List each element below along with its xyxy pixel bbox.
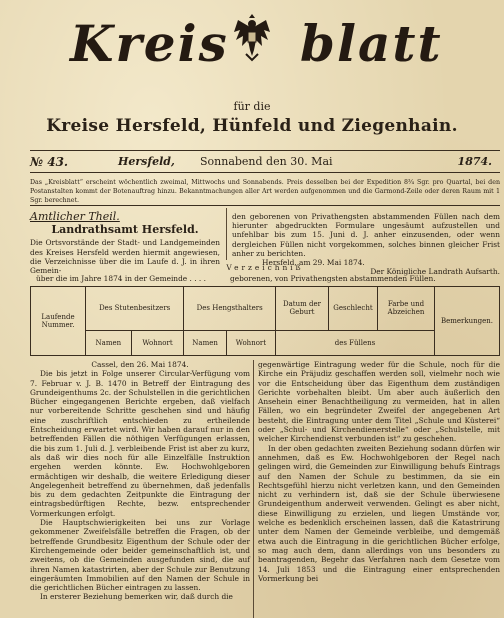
masthead-fuer-die: für die bbox=[233, 100, 271, 113]
rule-top bbox=[30, 150, 500, 151]
signature: Der Königliche Landrath Aufsarth. bbox=[370, 267, 500, 277]
section-heading: Amtlicher Theil. bbox=[30, 210, 120, 223]
subscription-notice: Das „Kreisblatt“ erscheint wöchentlich zweimal, Mittwochs und Sonnabends. Preis desselben bei der Expedition 8¾ Sgr. pro Quartal, bei den Postanstalten kommt der Botenauftrag hinzu. Bekanntmachungen aller Art werden aufgenommen und die Garmond-Zeile oder deren Raum mit 1 Sgr. berechnet. bbox=[30, 179, 500, 204]
col-des-fuellens: des Füllens bbox=[276, 330, 435, 355]
masthead-districts: Kreise Hersfeld, Hünfeld und Ziegenhain. bbox=[46, 116, 458, 136]
column-divider bbox=[226, 208, 227, 260]
col-farbe: Farbe und Abzeichen bbox=[378, 287, 435, 331]
office-heading: Landrathsamt Hersfeld. bbox=[51, 223, 199, 237]
foal-register-form bbox=[30, 286, 500, 356]
eagle-icon bbox=[232, 10, 272, 62]
paragraph: In der oben gedachten zweiten Beziehung sodann dürfen wir annehmen, daß es Ew. Hochwohlgeboren der Regel nach gelingen wird, die Gemeinden zur Einwilligung behufs Eintrags auf den Namen der Schule zu bestimmen, da sie ein Rechtsgefühl hierzu nicht verletzen kann, und den Gemeinden nicht zu verhindern ist, daß sie der Schule überwiesene Grundeigenthum anderweit verwenden. Gelingt es aber nicht, diese Einwilligung zu erzielen, und liegen Umstände vor, welche es bedenklich erscheinen lassen, daß die Katastrirung unter dem Namen der Gemeinde verbleibe, und demgemäß etwa auch die Eintragung in die gerichtlichen Bücher erfolge, so mag auch dem, dann allerdings von uns besonders zu beantragenden, Begehr das Verfahren nach dem Gesetze vom 14. Juli 1853 und die Eintragung einer entsprechenden Vormerkung bei bbox=[258, 443, 500, 583]
paragraph: gegenwärtige Eintragung weder für die Schule, noch für die Kirche ein Präjudiz geschaffen werden soll, vielmehr noch wie vor die Entscheidung über das Eigenthum dem zuständigen Gerichte vorbehalten bleibt. Um aber auch äußerlich den Ansehein einer Benachtheiligung zu vermeiden, hat in allen Fällen, wo ein begründeter Zweifel der angegebenen Art besteht, die Eintragung unter dem Titel „Schule und Küsterei“ oder „Schul- und Kirchendienerstelle“ oder „Schulstelle, mit welcher Kirchendienst verbunden ist“ zu geschehen. bbox=[258, 360, 500, 444]
col-hengst-namen: Namen bbox=[184, 330, 227, 355]
issue-place: Hersfeld, bbox=[118, 155, 175, 168]
paragraph: Die Ortsvorstände der Stadt- und Landgemeinden des Kreises Hersfeld werden hiermit angewiesen, die Verzeichnisse über die im Laufe d. J. in ihren Gemein- bbox=[30, 238, 220, 276]
right-column-bottom bbox=[258, 360, 500, 583]
issue-date: Sonnabend den 30. Mai bbox=[200, 155, 333, 168]
place-date: Hersfeld, am 29. Mai 1874. bbox=[262, 258, 365, 268]
col-geschlecht: Geschlecht bbox=[329, 287, 378, 331]
col-hengsthalter: Des Hengsthalters bbox=[184, 287, 276, 331]
col-stuten-namen: Namen bbox=[86, 330, 132, 355]
left-column-bottom bbox=[30, 360, 250, 602]
verzeichnis-title: Verzeichniß bbox=[226, 263, 304, 272]
col-laufende-nummer: Laufende Nummer. bbox=[31, 287, 86, 356]
paragraph: Die bis jetzt in Folge unserer Circular-Verfügung vom 7. Februar v. J. B. 1470 in Betreff der Eintragung des Grundeigenthums 2c. der Schulstellen in die gerichtlichen Bücher eingegangenen Berichte ergeben, daß vielfach nur vorbereitende Schritte geschehen sind und häufig eine zuschriftlich entschieden zu ertheilende Entscheidung erwartet wird. Wir haben darauf nur in den betreffenden Fällen die nöthigen Verfügungen erlassen, die bis zum 1. Juli d. J. verbleibende Frist ist aber zu kurz, als daß wir dies noch für alle Einzelfälle Instruktion ergehen werden könnte. Ew. Hochwohlgeboren ermächtigen wir deshalb, die weitere Erledigung dieser Angelegenheit betreffend zu übernehmen, daß jedenfalls bis zu dem gedachten Zeitpunkte die Eintragung der eintragsbedürftigen Rechte, bezw. entsprechender Vormerkungen erfolgt. bbox=[30, 369, 250, 518]
col-datum: Datum der Geburt bbox=[276, 287, 329, 331]
masthead bbox=[0, 4, 504, 74]
paragraph: Die Hauptschwierigkeiten bei uns zur Vorlage gekommener Zweifelsfälle betreffen die Fragen, ob der betreffende Grundbesitz Eigenthum der Schule oder der Kirchengemeinde oder beider gemeinschaftlich ist, und zweitens, ob die Gemeinden ausgefunden sind, die auf ihren Namen katastrirten, aber der Schule zur Benutzung eingeräumten Immobilien auf den Namen der Schule in die gerichtlichen Bücher eintragen zu lassen. bbox=[30, 518, 250, 593]
issue-number: № 43. bbox=[30, 155, 69, 169]
rule-notice bbox=[30, 205, 500, 206]
column-divider bbox=[253, 360, 254, 618]
paragraph: In ersterer Beziehung bemerken wir, daß durch die bbox=[40, 592, 233, 602]
paragraph: den geborenen von Privathengsten abstammenden Füllen nach dem hierunter abgedruckten Formulare ungesäumt aufzustellen und unfehlbar bis zum 15. Juni d. J. anher einzusenden, oder wenn dergleichen Füllen nicht vorgekommen, solches binnen gleicher Frist anher zu berichten. bbox=[232, 212, 500, 258]
verzeichnis-right: geborenen, von Privathengsten abstammenden Füllen. bbox=[230, 274, 436, 283]
rule-issue bbox=[30, 172, 500, 173]
col-hengst-wohnort: Wohnort bbox=[226, 330, 275, 355]
verzeichnis-left: über die im Jahre 1874 in der Gemeinde . . . . bbox=[36, 274, 206, 283]
issue-line bbox=[30, 155, 500, 169]
col-stutenbesitzer: Des Stutenbesitzers bbox=[86, 287, 184, 331]
masthead-title-right: blatt bbox=[300, 14, 443, 73]
dateline: Cassel, den 26. Mai 1874. bbox=[91, 360, 189, 369]
issue-year: 1874. bbox=[457, 155, 492, 168]
col-stuten-wohnort: Wohnort bbox=[131, 330, 184, 355]
col-bemerkungen: Bemerkungen. bbox=[435, 287, 500, 356]
masthead-title-left: Kreis bbox=[70, 14, 229, 73]
